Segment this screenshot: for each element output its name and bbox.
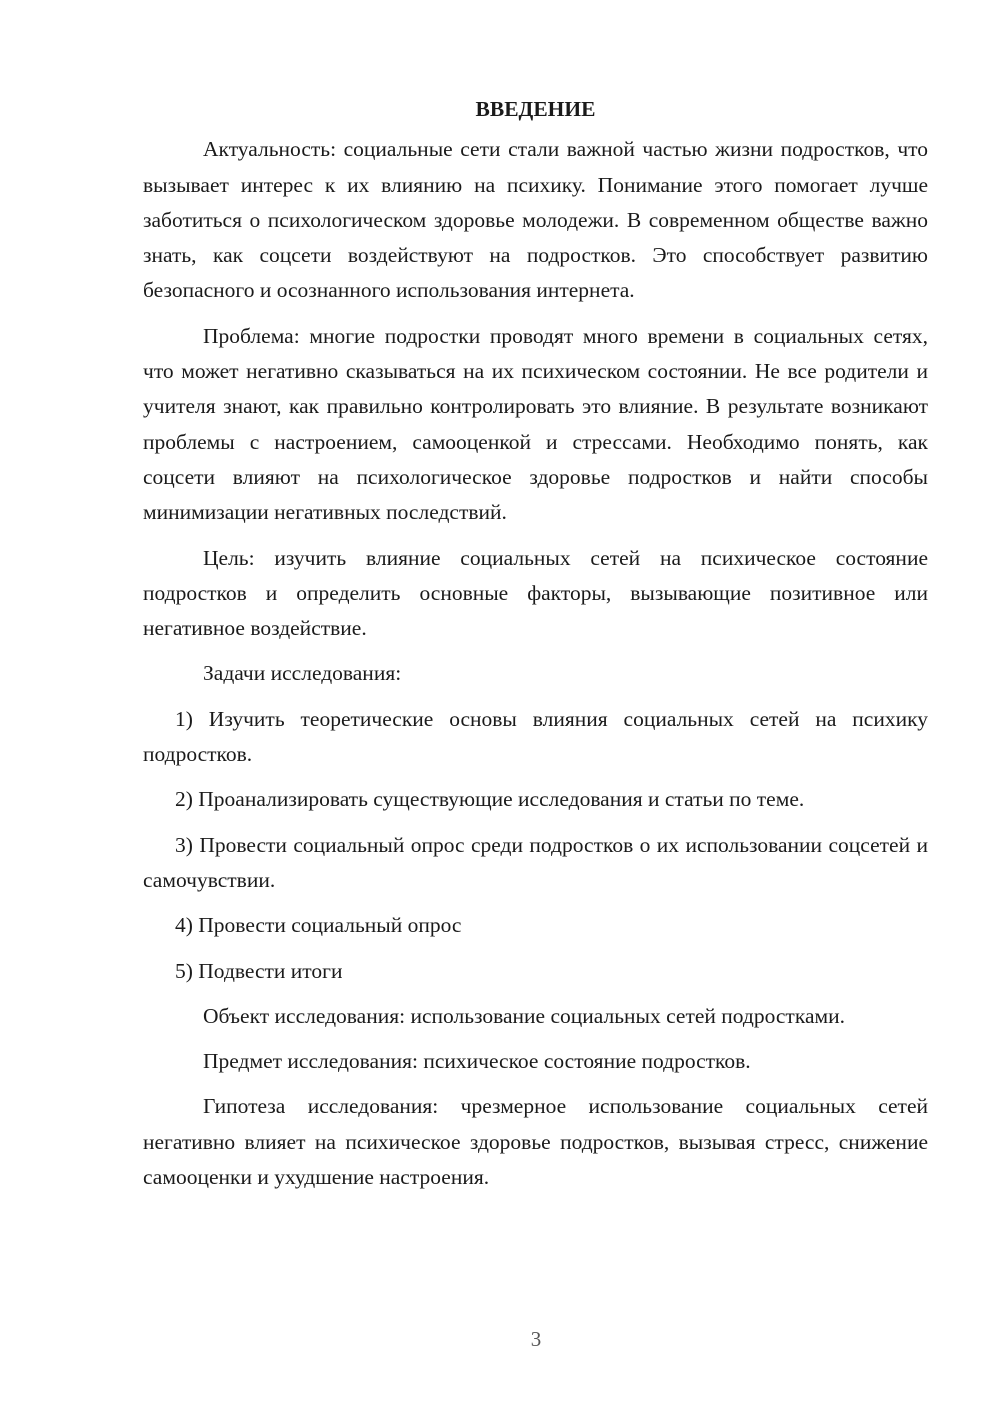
subject-paragraph: Предмет исследования: психическое состояние подростков.: [203, 1049, 751, 1074]
relevance-paragraph: Актуальность: социальные сети стали важной частью жизни подростков, что вызывает интерес к их влиянию на психику. Понимание этого помогает лучше заботиться о психологическом здоровье молодежи. В современном обществе важно знать, как соцсети воздействуют на подростков. Это способствует развитию безопасного и осознанного использования интернета.: [143, 137, 928, 303]
problem-paragraph: Проблема: многие подростки проводят много времени в социальных сетях, что может негативно сказываться на их психическом состоянии. Не все родители и учителя знают, как правильно контролировать это влияние. В результате возникают проблемы с настроением, самооценкой и стрессами. Необходимо понять, как соцсети влияют на психологическое здоровье подростков и найти способы минимизации негативных последствий.: [143, 323, 928, 525]
task-item: 1) Изучить теоретические основы влияния социальных сетей на психику подростков.: [143, 706, 928, 767]
page-number: 3: [530, 1327, 542, 1351]
task-item: 3) Провести социальный опрос среди подростков о их использовании соцсетей и самочувствии.: [143, 832, 928, 892]
hypothesis-paragraph: Гипотеза исследования: чрезмерное использование социальных сетей негативно влияет на психическое здоровье подростков, вызывая стресс, снижение самооценки и ухудшение настроения.: [143, 1094, 928, 1190]
goal-paragraph: Цель: изучить влияние социальных сетей на психическое состояние подростков и определить основные факторы, вызывающие позитивное или негативное воздействие.: [143, 545, 928, 641]
document-page: [143, 92, 928, 1205]
page-title: ВВЕДЕНИЕ: [475, 97, 596, 121]
task-item: 4) Провести социальный опрос: [175, 913, 462, 938]
object-paragraph: Объект исследования: использование социальных сетей подростками.: [203, 1003, 845, 1028]
tasks-heading: Задачи исследования:: [203, 661, 402, 686]
task-item: 5) Подвести итоги: [175, 958, 343, 983]
task-item: 2) Проанализировать существующие исследования и статьи по теме.: [175, 787, 805, 812]
